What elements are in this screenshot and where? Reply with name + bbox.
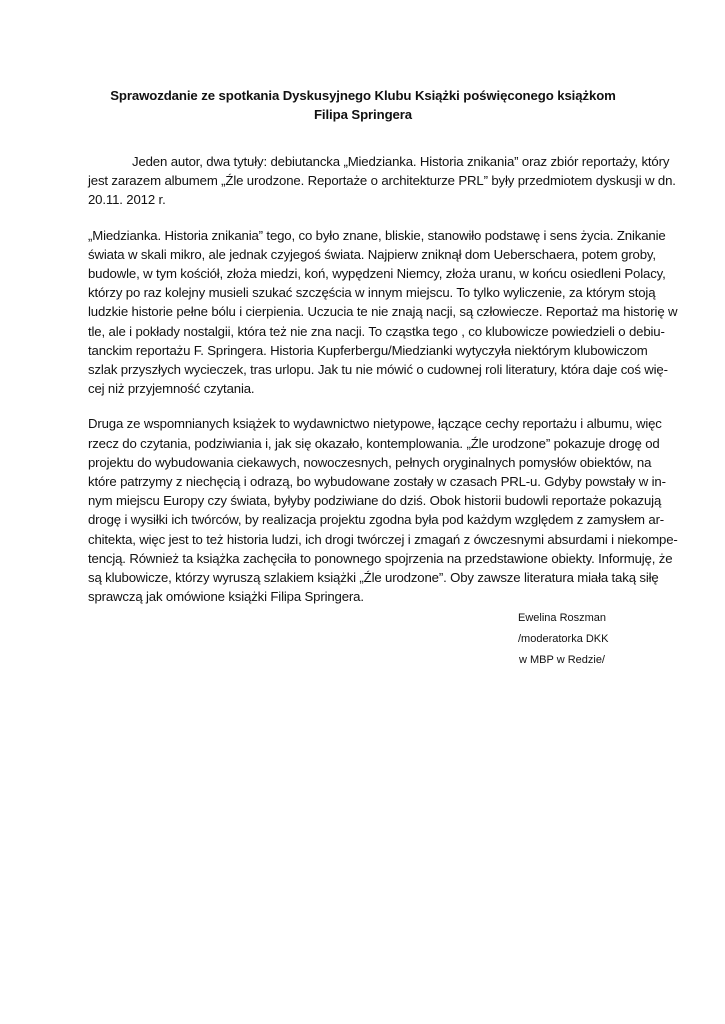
paragraph-line: tanckim reportażu F. Springera. Historia Kupferbergu/Miedzianki wytyczyła niektórym klubowiczom — [88, 342, 648, 358]
paragraph-line: Jeden autor, dwa tytuły: debiutancka „Miedzianka. Historia znikania” oraz zbiór reportaży, który — [132, 154, 670, 169]
paragraph-2 — [88, 226, 678, 399]
document-body — [88, 152, 678, 622]
signature-block — [480, 608, 650, 671]
paragraph-line: projektu do wybudowania ciekawych, nowoczesnych, pełnych oryginalnych pomysłów obiektów, na — [88, 454, 652, 470]
paragraph-line: którzy po raz kolejny musieli szukać szczęścia w innym miejscu. To tylko wyliczenie, za którym stoją — [88, 285, 656, 301]
paragraph-line: cej niż przyjemność czytania. — [88, 381, 255, 397]
paragraph-line: rzecz do czytania, podziwiania i, jak się okazało, kontemplowania. „Źle urodzone” pokazuje drogę od — [88, 435, 660, 451]
paragraph-line: tle, ale i pokłady nostalgii, która też nie zna nacji. To cząstka tego , co klubowicze powiedzieli o debiu- — [88, 323, 665, 339]
paragraph-1 — [88, 152, 676, 210]
paragraph-line: budowle, w tym kościół, złoża miedzi, koń, wypędzeni Niemcy, złoża uranu, w końcu osiedleni Polacy, — [88, 266, 666, 282]
paragraph-line: szlak przyszłych wycieczek, tras urlopu. Jak tu nie mówić o cudownej roli literatury, która daje coś wię- — [88, 362, 668, 378]
title-line-1: Sprawozdanie ze spotkania Dyskusyjnego Klubu Książki poświęconego książkom — [110, 88, 616, 103]
paragraph-3 — [88, 414, 678, 606]
paragraph-line: tencją. Również ta książka zachęciła to ponownego spojrzenia na przedstawione obiekty. Informuję, że — [88, 550, 673, 566]
signature-name: Ewelina Roszman — [518, 612, 607, 624]
document-title — [88, 86, 638, 124]
signature-place: w MBP w Redzie/ — [519, 654, 605, 666]
paragraph-line: drogę i wysiłki ich twórców, by realizacja projektu zgodna była pod każdym względem z zamysłem ar- — [88, 512, 665, 528]
signature-role: /moderatorka DKK — [518, 633, 609, 645]
paragraph-line: świata w skali mikro, ale jednak czyjegoś świata. Najpierw zniknął dom Ueberschaera, potem groby, — [88, 246, 656, 262]
paragraph-line: Druga ze wspomnianych książek to wydawnictwo nietypowe, łączące cechy reportażu i albumu, więc — [88, 416, 662, 432]
paragraph-line: jest zarazem albumem „Źle urodzone. Reportaże o architekturze PRL” były przedmiotem dyskusji w dn. — [88, 173, 676, 189]
paragraph-line: sprawczą jak omówione książki Filipa Springera. — [88, 589, 364, 605]
paragraph-line: nym miejscu Europy czy świata, byłyby podziwiane do dziś. Obok historii budowli reportaże pokazują — [88, 493, 662, 509]
paragraph-line: są klubowicze, którzy wyruszą szlakiem książki „Źle urodzone”. Oby zawsze literatura miała taką siłę — [88, 570, 659, 586]
paragraph-line: ludzkie historie pełne bólu i cierpienia. Uczucia te nie znają nacji, są człowiecze. Reportaż ma historię w — [88, 304, 678, 320]
paragraph-line: „Miedzianka. Historia znikania” tego, co było znane, bliskie, stanowiło podstawę i sens życia. Znikanie — [88, 227, 666, 243]
paragraph-line: które patrzymy z niechęcią i odrazą, bo wybudowane zostały w czasach PRL-u. Gdyby powstały w in- — [88, 474, 666, 490]
title-line-2: Filipa Springera — [313, 107, 413, 122]
paragraph-line: 20.11. 2012 r. — [88, 192, 166, 208]
paragraph-line: chitekta, więc jest to też historia ludzi, ich drogi twórczej i zmagań z ówczesnymi absurdami i niekompe- — [88, 531, 678, 547]
